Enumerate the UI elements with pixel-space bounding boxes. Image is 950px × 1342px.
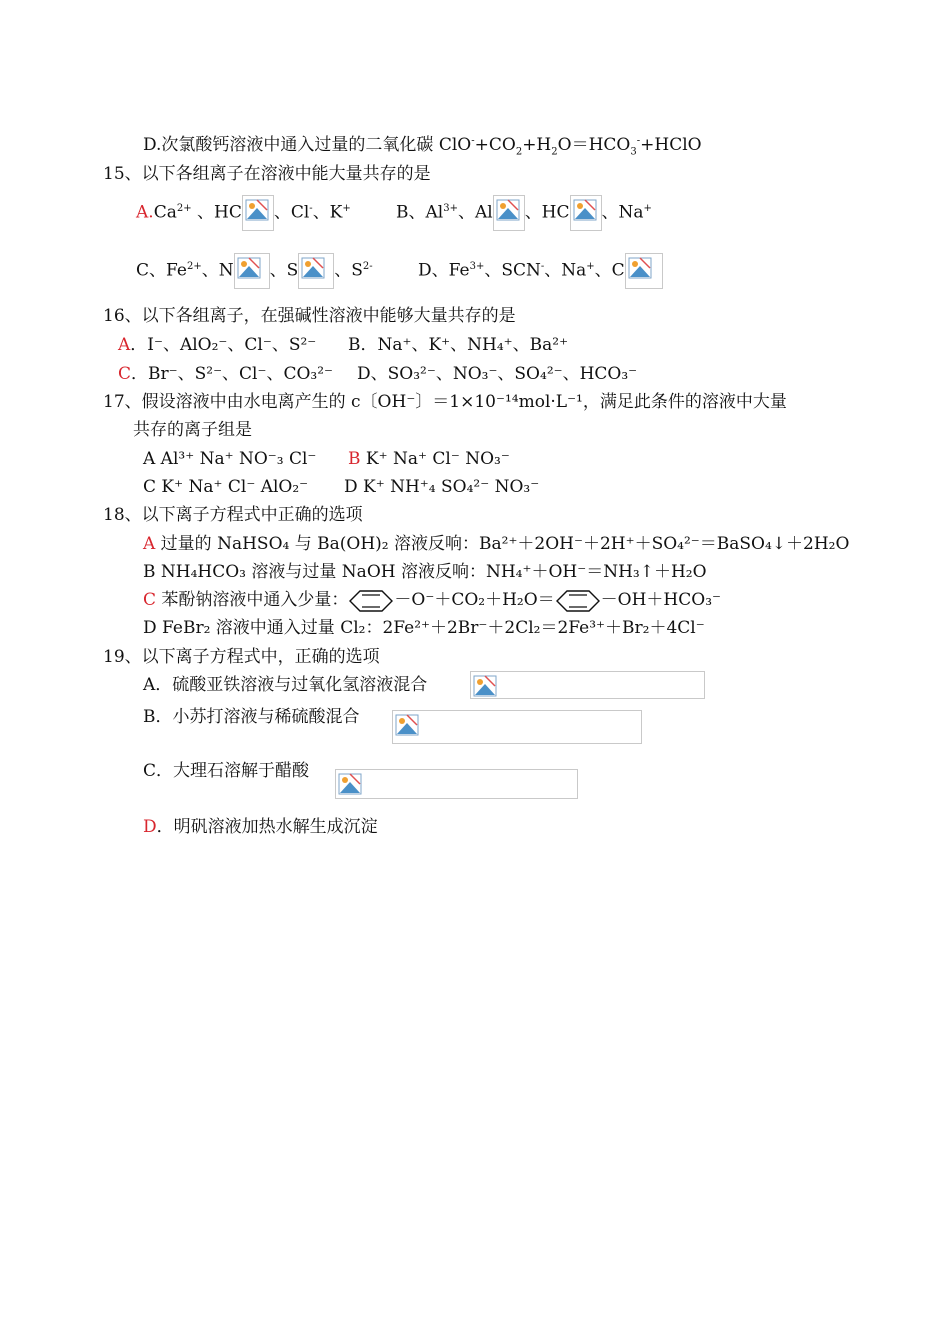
q19-stem: 19、以下离子方程式中，正确的选项 <box>103 647 380 667</box>
q14-option-d: D.次氯酸钙溶液中通入过量的二氧化碳 $ClO^-+CO_2+H_2O=HCO_3^-+HClO$ <box>143 135 702 158</box>
q19-option-d: D．明矾溶液加热水解生成沉淀 <box>143 817 378 837</box>
q15-option-c: C、$Fe^{2+}$、N 、S 、$S^{2-}$ <box>136 253 373 289</box>
q18-stem: 18、以下离子方程式中正确的选项 <box>103 505 363 525</box>
q17-stem-line2: 共存的离子组是 <box>133 420 252 440</box>
q17-option-c: C K⁺ Na⁺ Cl⁻ AlO₂⁻ <box>143 477 309 497</box>
broken-image-icon <box>234 253 270 289</box>
q18-option-c: C 苯酚钠溶液中通入少量： －O⁻＋CO₂＋H₂O＝ －OH＋HCO₃⁻ <box>143 588 721 613</box>
q17-option-b: B K⁺ Na⁺ Cl⁻ NO₃⁻ <box>348 449 510 469</box>
q15-option-a: $A.Ca^{2+}$ 、HC 、Cl-、K+ <box>136 195 351 231</box>
q16-option-d: D、SO₃²⁻、NO₃⁻、SO₄²⁻、HCO₃⁻ <box>357 364 638 384</box>
q18-option-d: D FeBr₂ 溶液中通入过量 Cl₂：2Fe²⁺＋2Br⁻＋2Cl₂＝2Fe³⁺＋Br₂＋4Cl⁻ <box>143 618 705 638</box>
broken-image-icon <box>242 195 274 231</box>
q16-option-a: A．I⁻、AlO₂⁻、Cl⁻、S²⁻ <box>118 335 317 355</box>
broken-image-icon <box>298 253 334 289</box>
q19-option-a: A．硫酸亚铁溶液与过氧化氢溶液混合 <box>143 675 428 695</box>
broken-image-icon <box>335 769 578 799</box>
q17-option-d: D K⁺ NH⁺₄ SO₄²⁻ NO₃⁻ <box>344 477 540 497</box>
broken-image-icon <box>625 253 663 289</box>
q19-option-c: C．大理石溶解于醋酸 <box>143 761 310 781</box>
broken-image-icon <box>570 195 602 231</box>
q16-stem: 16、以下各组离子，在强碱性溶液中能够大量共存的是 <box>103 306 516 326</box>
broken-image-icon <box>470 671 705 699</box>
benzene-ring-icon <box>348 589 394 613</box>
q15-option-b: B、$Al^{3+}$、Al 、HC 、Na+ <box>396 195 652 231</box>
q15-option-d: D、$Fe^{3+}$、SCN-、Na+、C <box>418 253 663 289</box>
q19-option-b: B．小苏打溶液与稀硫酸混合 <box>143 707 360 727</box>
q15-stem: 15、以下各组离子在溶液中能大量共存的是 <box>103 164 431 184</box>
broken-image-icon <box>392 710 642 744</box>
q18-option-b: B NH₄HCO₃ 溶液与过量 NaOH 溶液反响：NH₄⁺＋OH⁻＝NH₃↑＋H₂O <box>143 562 707 582</box>
broken-image-icon <box>493 195 525 231</box>
benzene-ring-icon <box>555 589 601 613</box>
q16-option-b: B．Na⁺、K⁺、NH₄⁺、Ba²⁺ <box>348 335 569 355</box>
q18-option-a: A 过量的 NaHSO₄ 与 Ba(OH)₂ 溶液反响：Ba²⁺＋2OH⁻＋2H⁺＋SO₄²⁻＝BaSO₄↓＋2H₂O <box>143 534 850 554</box>
q16-option-c: C．Br⁻、S²⁻、Cl⁻、CO₃²⁻ <box>118 364 334 384</box>
q17-stem-line1: 17、假设溶液中由水电离产生的 c〔OH⁻〕＝1×10⁻¹⁴mol·L⁻¹，满足此条件的溶液中大量 <box>103 392 787 412</box>
q17-option-a: A Al³⁺ Na⁺ NO⁻₃ Cl⁻ <box>143 449 317 469</box>
